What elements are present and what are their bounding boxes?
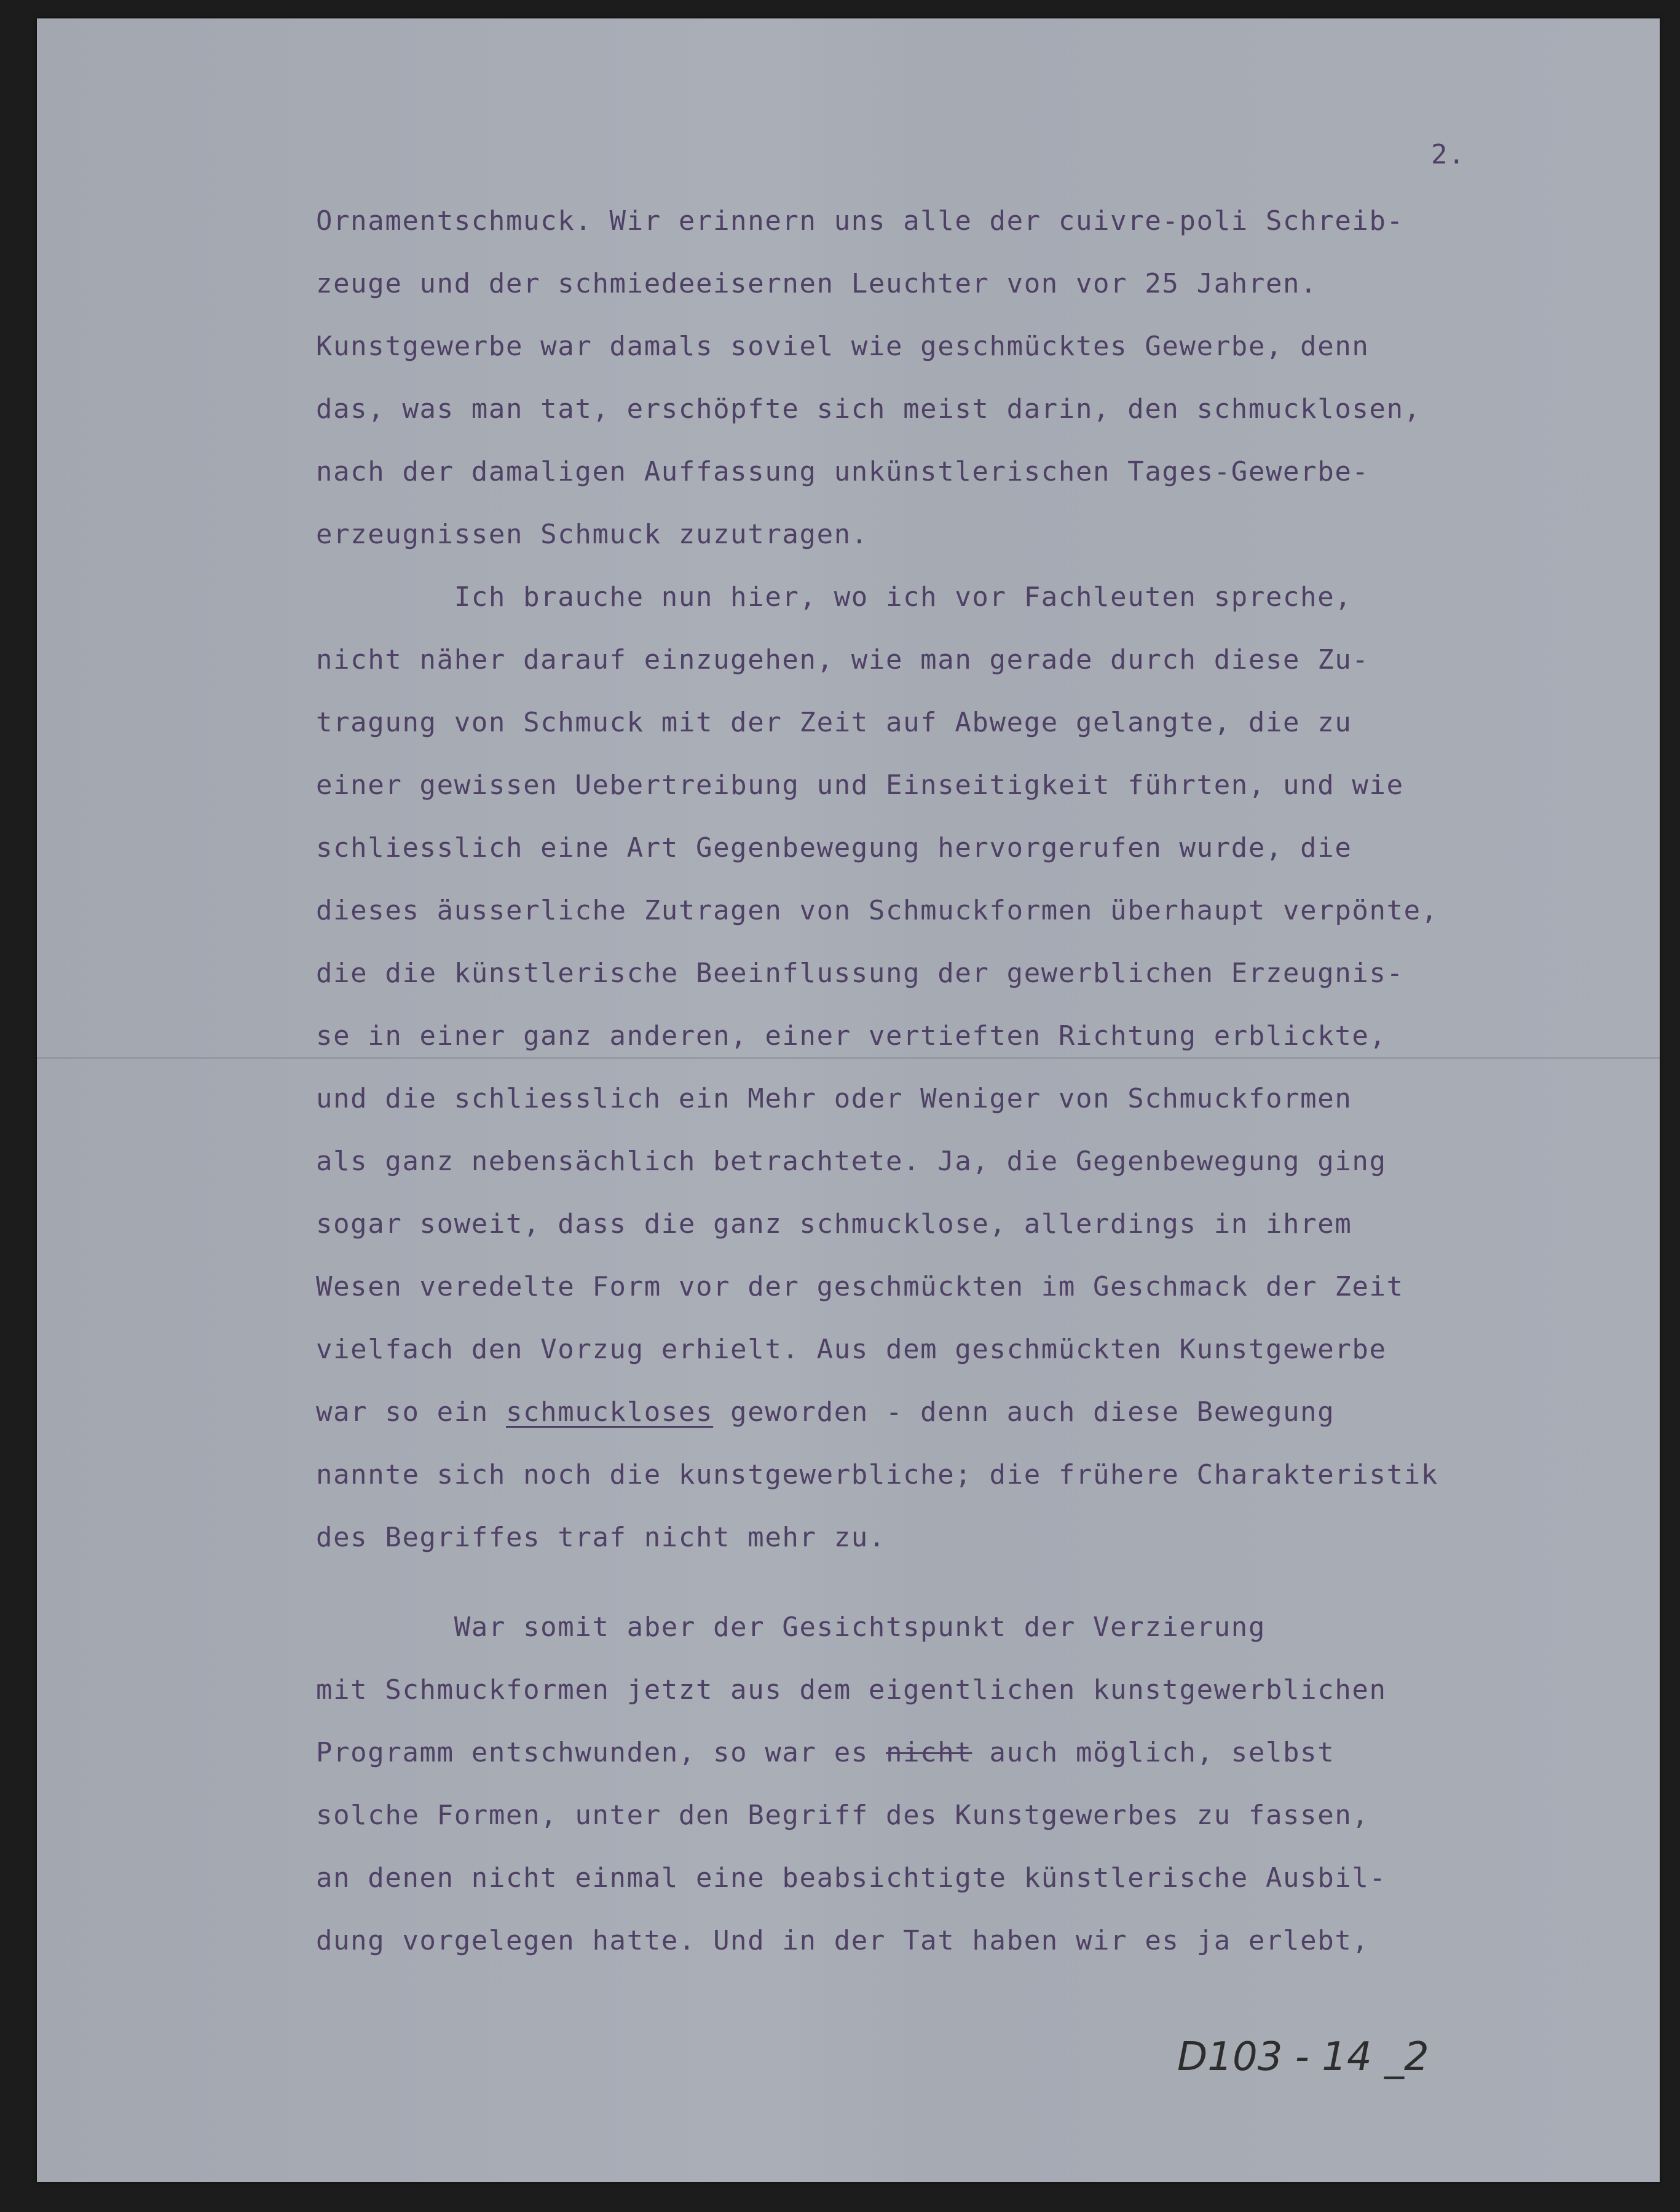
text-line: dung vorgelegen hatte. Und in der Tat haben wir es ja erlebt, (316, 1925, 1370, 1956)
text-segment: war so ein (316, 1396, 506, 1428)
text-line: einer gewissen Uebertreibung und Einseitigkeit führten, und wie (316, 769, 1404, 801)
text-line: dieses äusserliche Zutragen von Schmuckformen überhaupt verpönte, (316, 895, 1438, 926)
paper-fold-line (37, 1057, 1660, 1059)
text-segment: auch möglich, selbst (972, 1737, 1335, 1768)
text-segment: Programm entschwunden, so war es (316, 1737, 886, 1768)
text-line: und die schliesslich ein Mehr oder Weniger von Schmuckformen (316, 1083, 1352, 1114)
text-line (316, 1739, 1335, 1766)
text-line: Wesen veredelte Form vor der geschmückten im Geschmack der Zeit (316, 1271, 1404, 1302)
text-line: erzeugnissen Schmuck zuzutragen. (316, 519, 869, 550)
text-line: Kunstgewerbe war damals soviel wie geschmücktes Gewerbe, denn (316, 331, 1370, 362)
text-line: zeuge und der schmiedeeisernen Leuchter von vor 25 Jahren. (316, 268, 1318, 299)
text-line: nannte sich noch die kunstgewerbliche; die frühere Charakteristik (316, 1459, 1438, 1490)
text-line: Ich brauche nun hier, wo ich vor Fachleuten spreche, (316, 581, 1352, 613)
text-line: schliesslich eine Art Gegenbewegung hervorgerufen wurde, die (316, 832, 1352, 864)
text-line: des Begriffes traf nicht mehr zu. (316, 1522, 886, 1553)
text-line: vielfach den Vorzug erhielt. Aus dem geschmückten Kunstgewerbe (316, 1334, 1387, 1365)
text-line: Ornamentschmuck. Wir erinnern uns alle der cuivre-poli Schreib- (316, 205, 1404, 237)
text-line: nicht näher darauf einzugehen, wie man gerade durch diese Zu- (316, 644, 1370, 675)
text-segment: geworden - denn auch diese Bewegung (713, 1396, 1335, 1428)
underlined-word: schmuckloses (506, 1396, 714, 1428)
text-line: solche Formen, unter den Begriff des Kunstgewerbes zu fassen, (316, 1800, 1370, 1831)
struck-word: nicht (885, 1737, 972, 1768)
text-line: das, was man tat, erschöpfte sich meist darin, den schmucklosen, (316, 393, 1421, 425)
text-line: die die künstlerische Beeinflussung der gewerblichen Erzeugnis- (316, 958, 1404, 989)
text-line: als ganz nebensächlich betrachtete. Ja, die Gegenbewegung ging (316, 1146, 1387, 1177)
text-line: sogar soweit, dass die ganz schmucklose, allerdings in ihrem (316, 1208, 1352, 1240)
text-line: mit Schmuckformen jetzt aus dem eigentlichen kunstgewerblichen (316, 1674, 1387, 1706)
page-number: 2. (1431, 139, 1466, 170)
text-line: se in einer ganz anderen, einer vertieften Richtung erblickte, (316, 1020, 1387, 1052)
archive-reference: D103 - 14 _2 (1177, 2034, 1429, 2080)
text-line: tragung von Schmuck mit der Zeit auf Abwege gelangte, die zu (316, 707, 1352, 738)
text-line: nach der damaligen Auffassung unkünstlerischen Tages-Gewerbe- (316, 456, 1370, 487)
text-line: War somit aber der Gesichtspunkt der Verzierung (316, 1612, 1266, 1643)
text-line: an denen nicht einmal eine beabsichtigte künstlerische Ausbil- (316, 1862, 1387, 1894)
text-line (316, 1396, 1335, 1428)
